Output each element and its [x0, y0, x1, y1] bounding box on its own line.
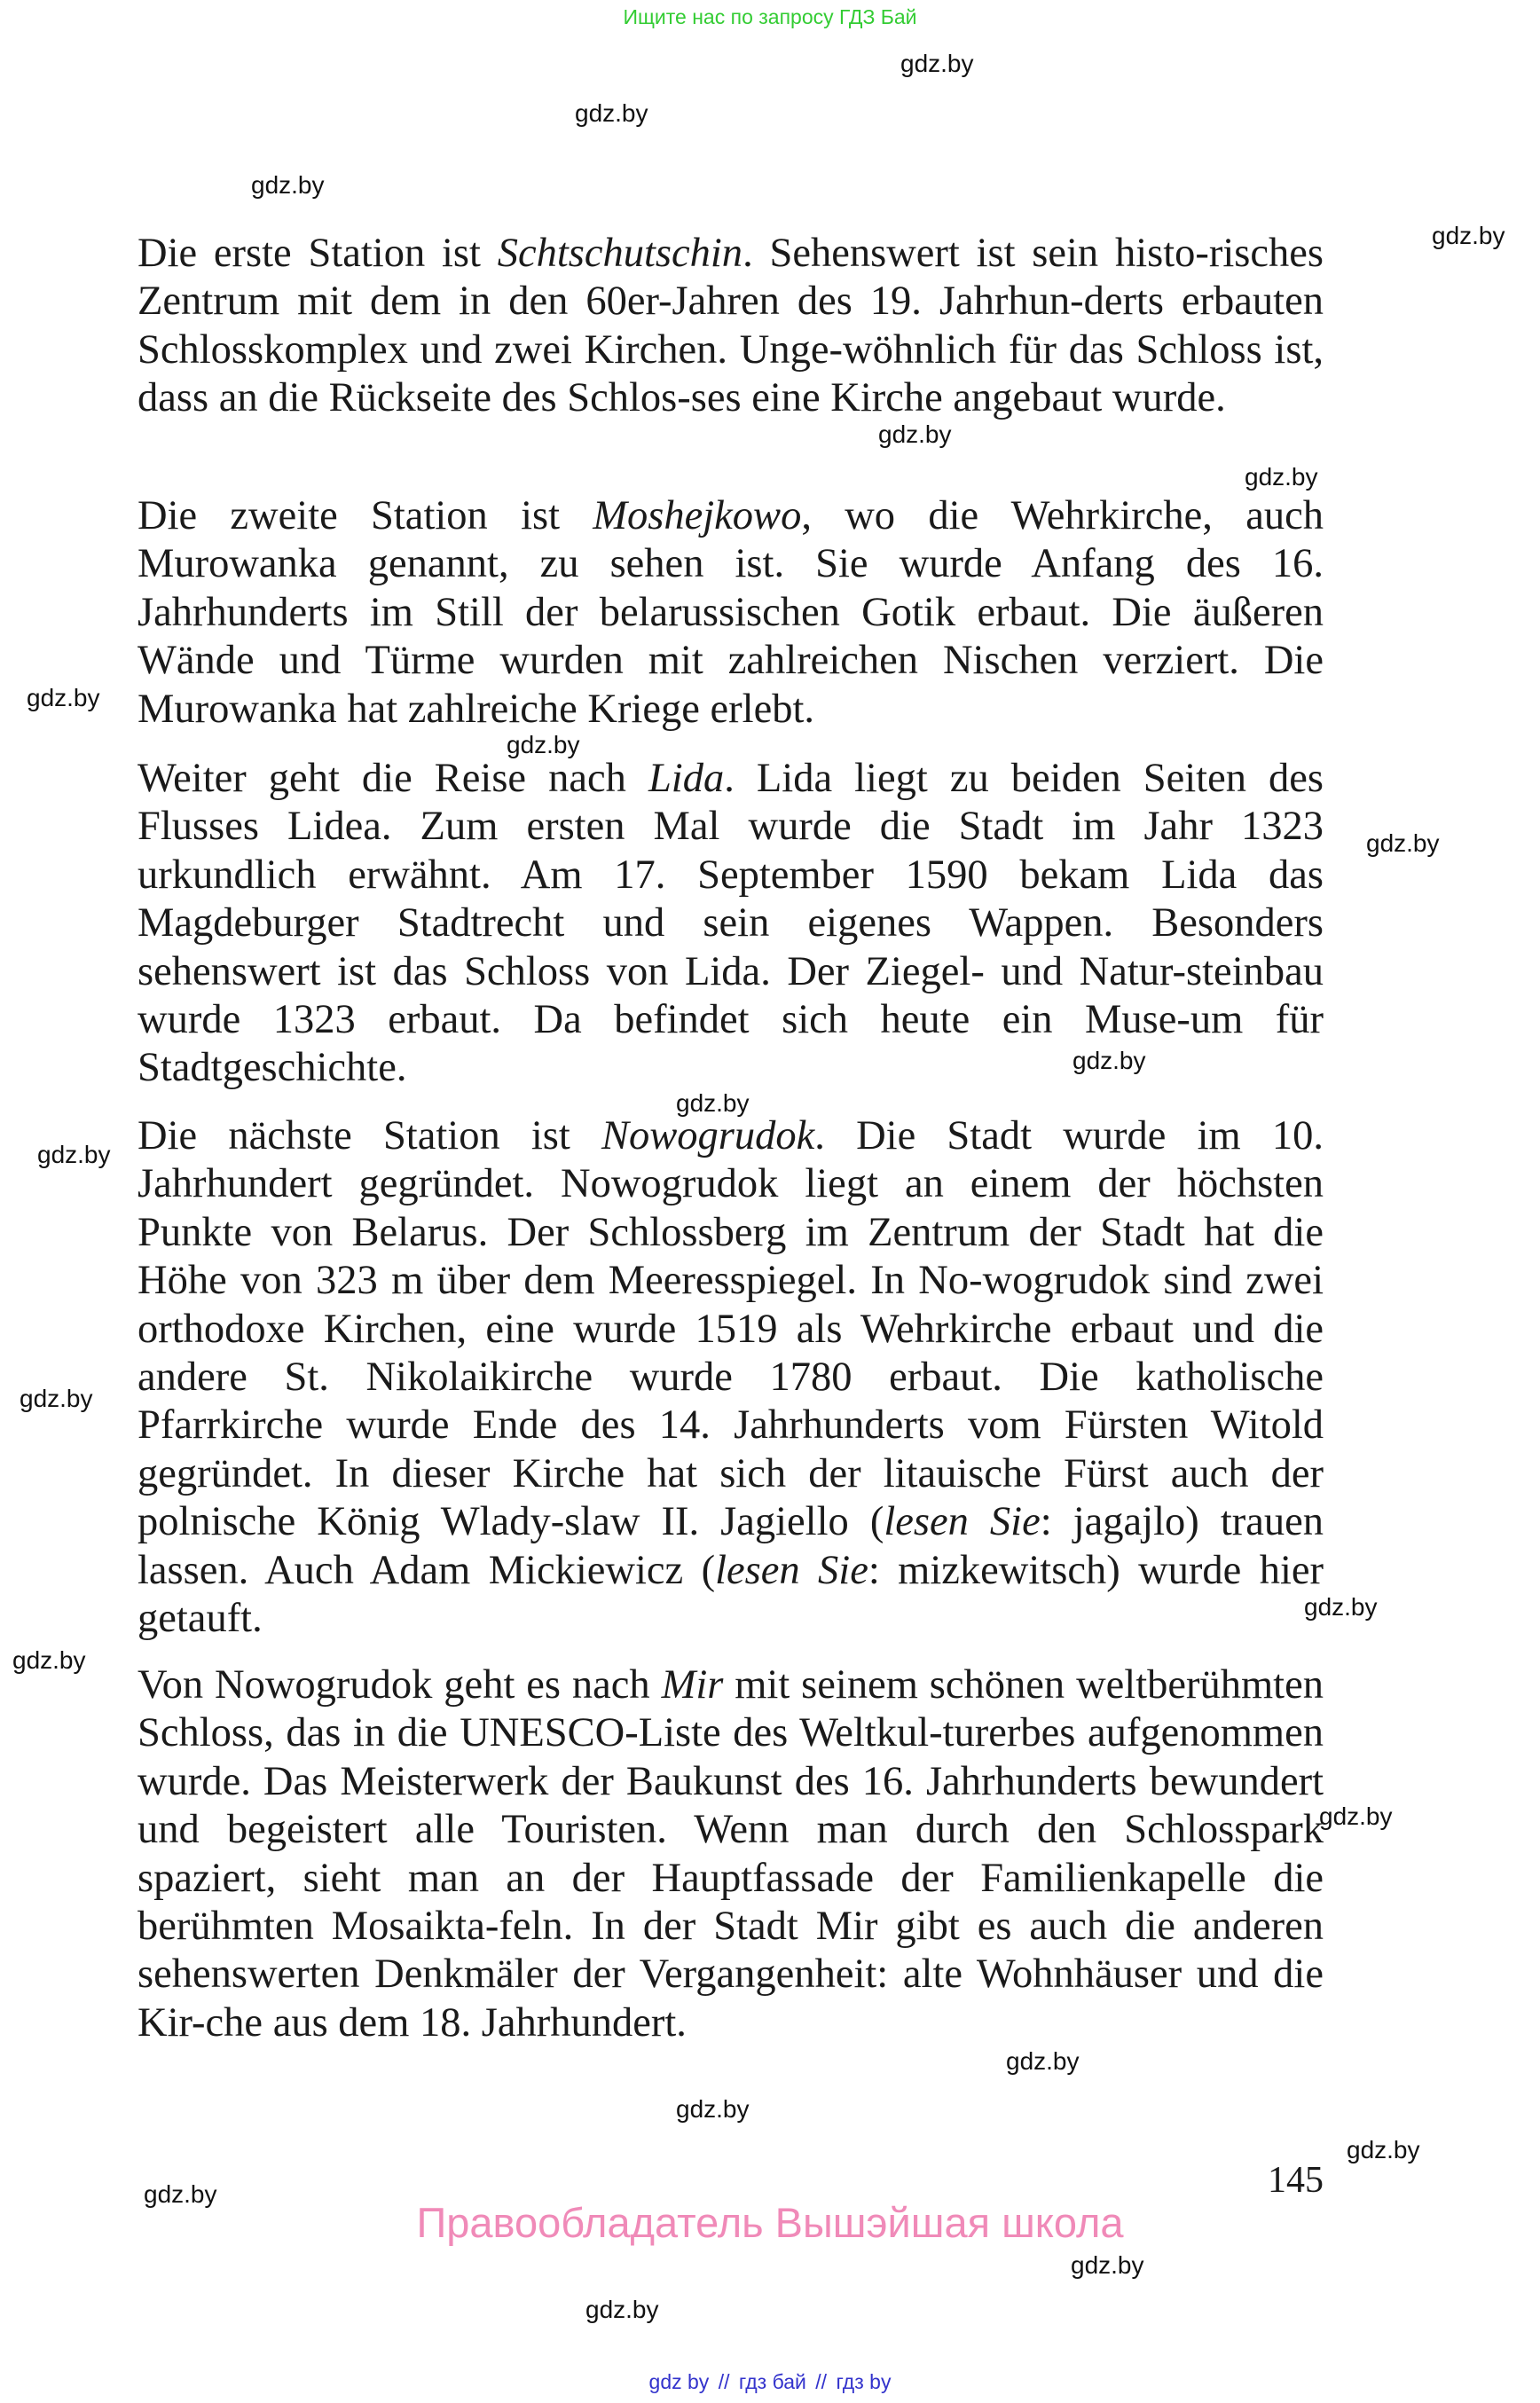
watermark: gdz.by: [676, 2095, 750, 2123]
watermark: gdz.by: [900, 50, 974, 77]
reading-hint: lesen Sie: [715, 1547, 868, 1593]
place-name: Mir: [661, 1662, 724, 1708]
top-banner[interactable]: Ищите нас по запросу ГДЗ Бай: [623, 5, 917, 28]
watermark: gdz.by: [1366, 829, 1440, 857]
watermark: gdz.by: [12, 1646, 86, 1674]
watermark: gdz.by: [37, 1141, 111, 1168]
place-name: Schtschutschin: [497, 231, 743, 276]
watermark: gdz.by: [144, 2180, 217, 2208]
page-number: 145: [1268, 2160, 1324, 2201]
place-name: Moshejkowo: [593, 493, 802, 538]
watermark: gdz.by: [1319, 1802, 1393, 1830]
watermark: gdz.by: [1245, 463, 1318, 491]
paragraph-schtschutschin: Die erste Station ist Schtschutschin. Sehenswert ist sein histo-risches Zentrum mit dem in den 60er-Jahren des 19. Jahrhun-derts erbauten Schlosskomplex und zwei Kirchen. Unge-wöhnlich für das Schloss ist, dass an die Rückseite des Schlos-ses eine Kirche angebaut wurde.: [138, 231, 1324, 421]
watermark: gdz.by: [1432, 222, 1505, 249]
footer-link[interactable]: гдз by: [836, 2370, 892, 2393]
watermark: gdz.by: [1347, 2136, 1420, 2163]
watermark: gdz.by: [507, 731, 580, 758]
watermark: gdz.by: [575, 99, 648, 127]
watermark: gdz.by: [585, 2296, 659, 2323]
watermark: gdz.by: [878, 420, 952, 448]
watermark: gdz.by: [251, 171, 325, 199]
footer-link[interactable]: гдз бай: [738, 2370, 806, 2393]
footer-link[interactable]: gdz by: [648, 2370, 710, 2393]
place-name: Nowogrudok: [601, 1113, 815, 1158]
watermark: gdz.by: [1304, 1593, 1378, 1621]
paragraph-moshejkowo: Die zweite Station ist Moshejkowo, wo die Wehrkirche, auch Murowanka genannt, zu sehen ist. Sie wurde Anfang des 16. Jahrhunderts im Still der belarussischen Gotik erbaut. Die äußeren Wände und Türme wurden mit zahlreichen Nischen verziert. Die Murowanka hat zahlreiche Kriege erlebt.: [138, 493, 1324, 732]
watermark: gdz.by: [27, 684, 100, 711]
footer-separator: //: [718, 2370, 730, 2393]
reading-hint: lesen Sie: [884, 1499, 1041, 1545]
footer-separator: //: [815, 2370, 828, 2393]
watermark: gdz.by: [676, 1089, 750, 1117]
watermark: gdz.by: [20, 1385, 93, 1412]
paragraph-nowogrudok: Die nächste Station ist Nowogrudok. Die Stadt wurde im 10. Jahrhundert gegründet. Nowogrudok liegt an einem der höchsten Punkte von Belarus. Der Schlossberg im Zentrum der Stadt hat die Höhe von 323 m über dem Meeresspiegel. In No-wogrudok sind zwei orthodoxe Kirchen, eine wurde 1519 als Wehrkirche erbaut und die andere St. Nikolaikirche wurde 1780 erbaut. Die katholische Pfarrkirche wurde Ende des 14. Jahrhunderts vom Fürsten Witold gegründet. In dieser Kirche hat sich der litauische Fürst auch der polnische König Wlady-slaw II. Jagiello (lesen Sie: jagajlo) trauen lassen. Auch Adam Mickiewicz (lesen Sie: mizkewitsch) wurde hier getauft.: [138, 1113, 1324, 1642]
watermark: gdz.by: [1072, 1047, 1146, 1074]
watermark: gdz.by: [1006, 2047, 1080, 2075]
paragraph-lida: Weiter geht die Reise nach Lida. Lida liegt zu beiden Seiten des Flusses Lidea. Zum ersten Mal wurde die Stadt im Jahr 1323 urkundlich erwähnt. Am 17. September 1590 bekam Lida das Magdeburger Stadtrecht und sein eigenes Wappen. Besonders sehenswert ist das Schloss von Lida. Der Ziegel- und Natur-steinbau wurde 1323 erbaut. Da befindet sich heute ein Muse-um für Stadtgeschichte.: [138, 756, 1324, 1091]
footer-links: [0, 2370, 1540, 2394]
copyright-notice: Правообладатель Вышэйшая школа: [416, 2199, 1124, 2246]
place-name: Lida: [648, 756, 725, 801]
paragraph-mir: Von Nowogrudok geht es nach Mir mit seinem schönen weltberühmten Schloss, das in die UNESCO-Liste des Weltkul-turerbes aufgenommen wurde. Das Meisterwerk der Baukunst des 16. Jahrhunderts bewundert und begeistert alle Touristen. Wenn man durch den Schlosspark spaziert, sieht man an der Hauptfassade der Familienkapelle die berühmten Mosaikta-feln. In der Stadt Mir gibt es auch die anderen sehenswerten Denkmäler der Vergangenheit: alte Wohnhäuser und die Kir-che aus dem 18. Jahrhundert.: [138, 1662, 1324, 2046]
watermark: gdz.by: [1071, 2251, 1144, 2279]
